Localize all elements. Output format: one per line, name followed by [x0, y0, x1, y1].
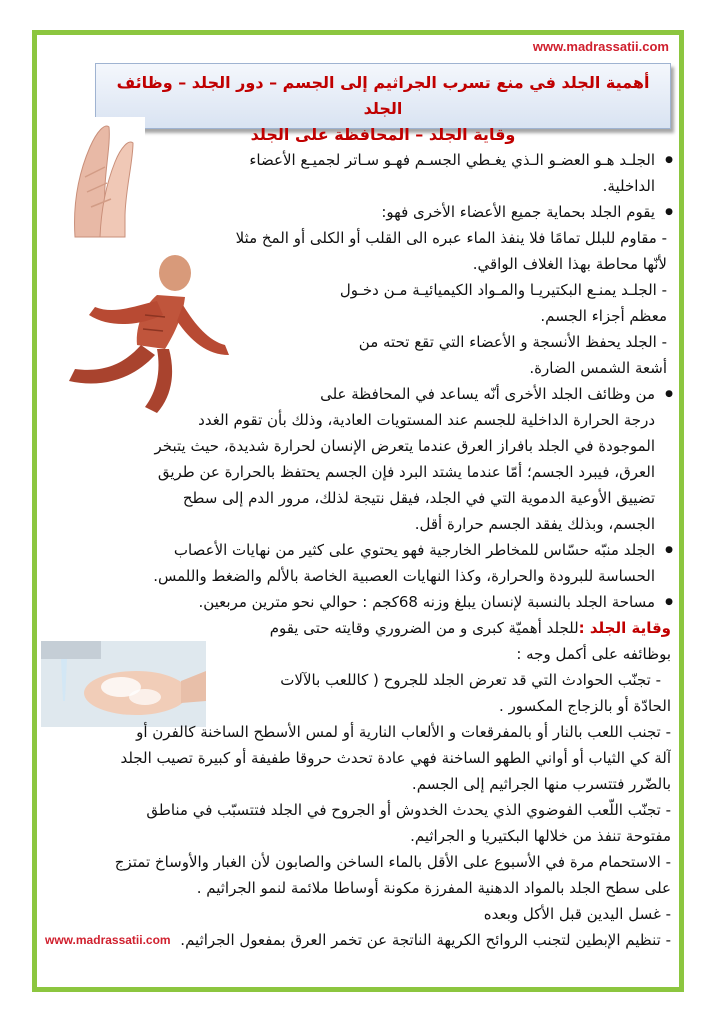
watermark-top: www.madrassatii.com — [532, 39, 669, 54]
text-line: معظم أجزاء الجسم. — [540, 307, 667, 325]
text-line: الجسم، وبذلك يفقد الجسم حرارة أقل. — [414, 515, 655, 533]
text-line: الحادّة أو بالزجاج المكسور . — [499, 697, 671, 715]
section-header-line — [221, 615, 671, 641]
text-line: بوظائفه على أكمل وجه : — [516, 645, 671, 663]
section-intro: للجلد أهميّة كبرى و من الضروري وقايته حتى يقوم — [269, 619, 579, 637]
text-line: ● من وظائف الجلد الأخرى أنّه يساعد في المحافظة على — [320, 385, 655, 403]
text-line: - الجلد يحفظ الأنسجة و الأعضاء التي تقع تحته من — [358, 333, 667, 351]
paragraph-temperature — [51, 381, 671, 537]
text-line: ● الجلـد هـو العضـو الـذي يغـطي الجسـم فهـو سـاتر لجميـع الأعضاء — [249, 151, 655, 169]
text-line: مفتوحة تنفذ من خلالها البكتيريا و الجراثيم. — [410, 827, 671, 845]
text-line: - تجنب اللعب بالنار أو بالمفرقعات و الألعاب النارية أو لمس الأسطح الساخنة كالفرن أو — [136, 723, 671, 741]
text-line: - غسل اليدين قبل الأكل وبعده — [483, 905, 671, 923]
text-line: - مقاوم للبلل تمامًا فلا ينفذ الماء عبره الى القلب أو الكلى أو المخ مثلا — [235, 229, 667, 247]
text-line: ● مساحة الجلد بالنسبة لإنسان يبلغ وزنه 68كجم : حوالي نحو مترين مربعين. — [198, 593, 655, 611]
paragraph-area — [51, 589, 671, 615]
text-line: على سطح الجلد بالمواد الدهنية المفرزة مكونة أوساطا ملائمة لنمو الجراثيم . — [196, 879, 671, 897]
paragraph-sensory — [51, 537, 671, 589]
content — [37, 35, 679, 987]
text-line: لأنّها محاطة بهذا الغلاف الواقي. — [472, 255, 667, 273]
text-line: العرق، فيبرد الجسم؛ أمّا عندما يشتد البرد فإن الجسم يحتفظ بالحرارة عن طريق — [157, 463, 655, 481]
paragraph-skin-definition — [131, 147, 671, 199]
text-line: الحساسة للبرودة والحرارة، وكذا النهايات العصبية الخاصة بالألم والضغط واللمس. — [153, 567, 655, 585]
page-frame — [32, 30, 684, 992]
text-line: بالضّرر فتتسرب منها الجراثيم إلى الجسم. — [411, 775, 671, 793]
title-line-2: وقاية الجلد – المحافظة على الجلد — [250, 125, 516, 144]
title-line-1: أهمية الجلد في منع تسرب الجراثيم إلى الجسم – دور الجلد – وظائف الجلد — [116, 73, 650, 118]
text-line: ● الجلد منبّه حسّاس للمخاطر الخارجية فهو يحتوي على كثير من نهايات الأعصاب — [173, 541, 655, 559]
paragraph-bacteria — [247, 277, 667, 329]
tip-avoid-fire — [51, 719, 671, 797]
text-line: درجة الحرارة الداخلية للجسم عند المستويات العادية، وذلك بأن تقوم الغدد — [198, 411, 655, 429]
section-title: وقاية الجلد : — [578, 619, 671, 637]
text-line: ● يقوم الجلد بحماية جميع الأعضاء الأخرى فهو: — [381, 203, 655, 221]
tip-bathing — [51, 849, 671, 901]
text-line: - تجنّب الحوادث التي قد تعرض الجلد للجروح ( كاللعب بالآلات — [280, 671, 661, 689]
tip-avoid-sharp-tools — [51, 667, 671, 719]
paragraph-sun — [247, 329, 667, 381]
watermark-bottom: www.madrassatii.com — [45, 933, 171, 947]
text-line: الداخلية. — [602, 177, 655, 195]
text-line: آلة كي الثياب أو أواني الطهو الساخنة فهي عادة تحدث حروقا طفيفة أو كبيرة تصيب الجلد — [120, 749, 671, 767]
paragraph-waterproof — [133, 225, 667, 277]
tip-wash-hands — [51, 901, 671, 927]
text-line: تضييق الأوعية الدموية التي في الجلد، فيقل نتيجة لذلك، مرور الدم إلى سطح — [182, 489, 655, 507]
text-line: الموجودة في الجلد بافراز العرق عندما يتعرض الإنسان لحرارة شديدة، حيث يتبخر — [154, 437, 655, 455]
tip-avoid-rough-play — [51, 797, 671, 849]
section-skin-protection — [221, 615, 671, 667]
paragraph-protection — [131, 199, 671, 225]
text-line: - تجنّب اللّعب الفوضوي الذي يحدث الخدوش أو الجروح في الجلد فتتسبّب في مناطق — [146, 801, 671, 819]
text-line: - الاستحمام مرة في الأسبوع على الأقل بالماء الساخن والصابون لأن الغبار والأوساخ تمتزج — [114, 853, 671, 871]
text-line: - الجلـد يمنـع البكتيريـا والمـواد الكيميائيـة مـن دخـول — [339, 281, 667, 299]
text-line: أشعة الشمس الضارة. — [529, 359, 667, 377]
text-line: - تنظيم الإبطين لتجنب الروائح الكريهة الناتجة عن تخمر العرق بمفعول الجراثيم. — [180, 931, 671, 949]
